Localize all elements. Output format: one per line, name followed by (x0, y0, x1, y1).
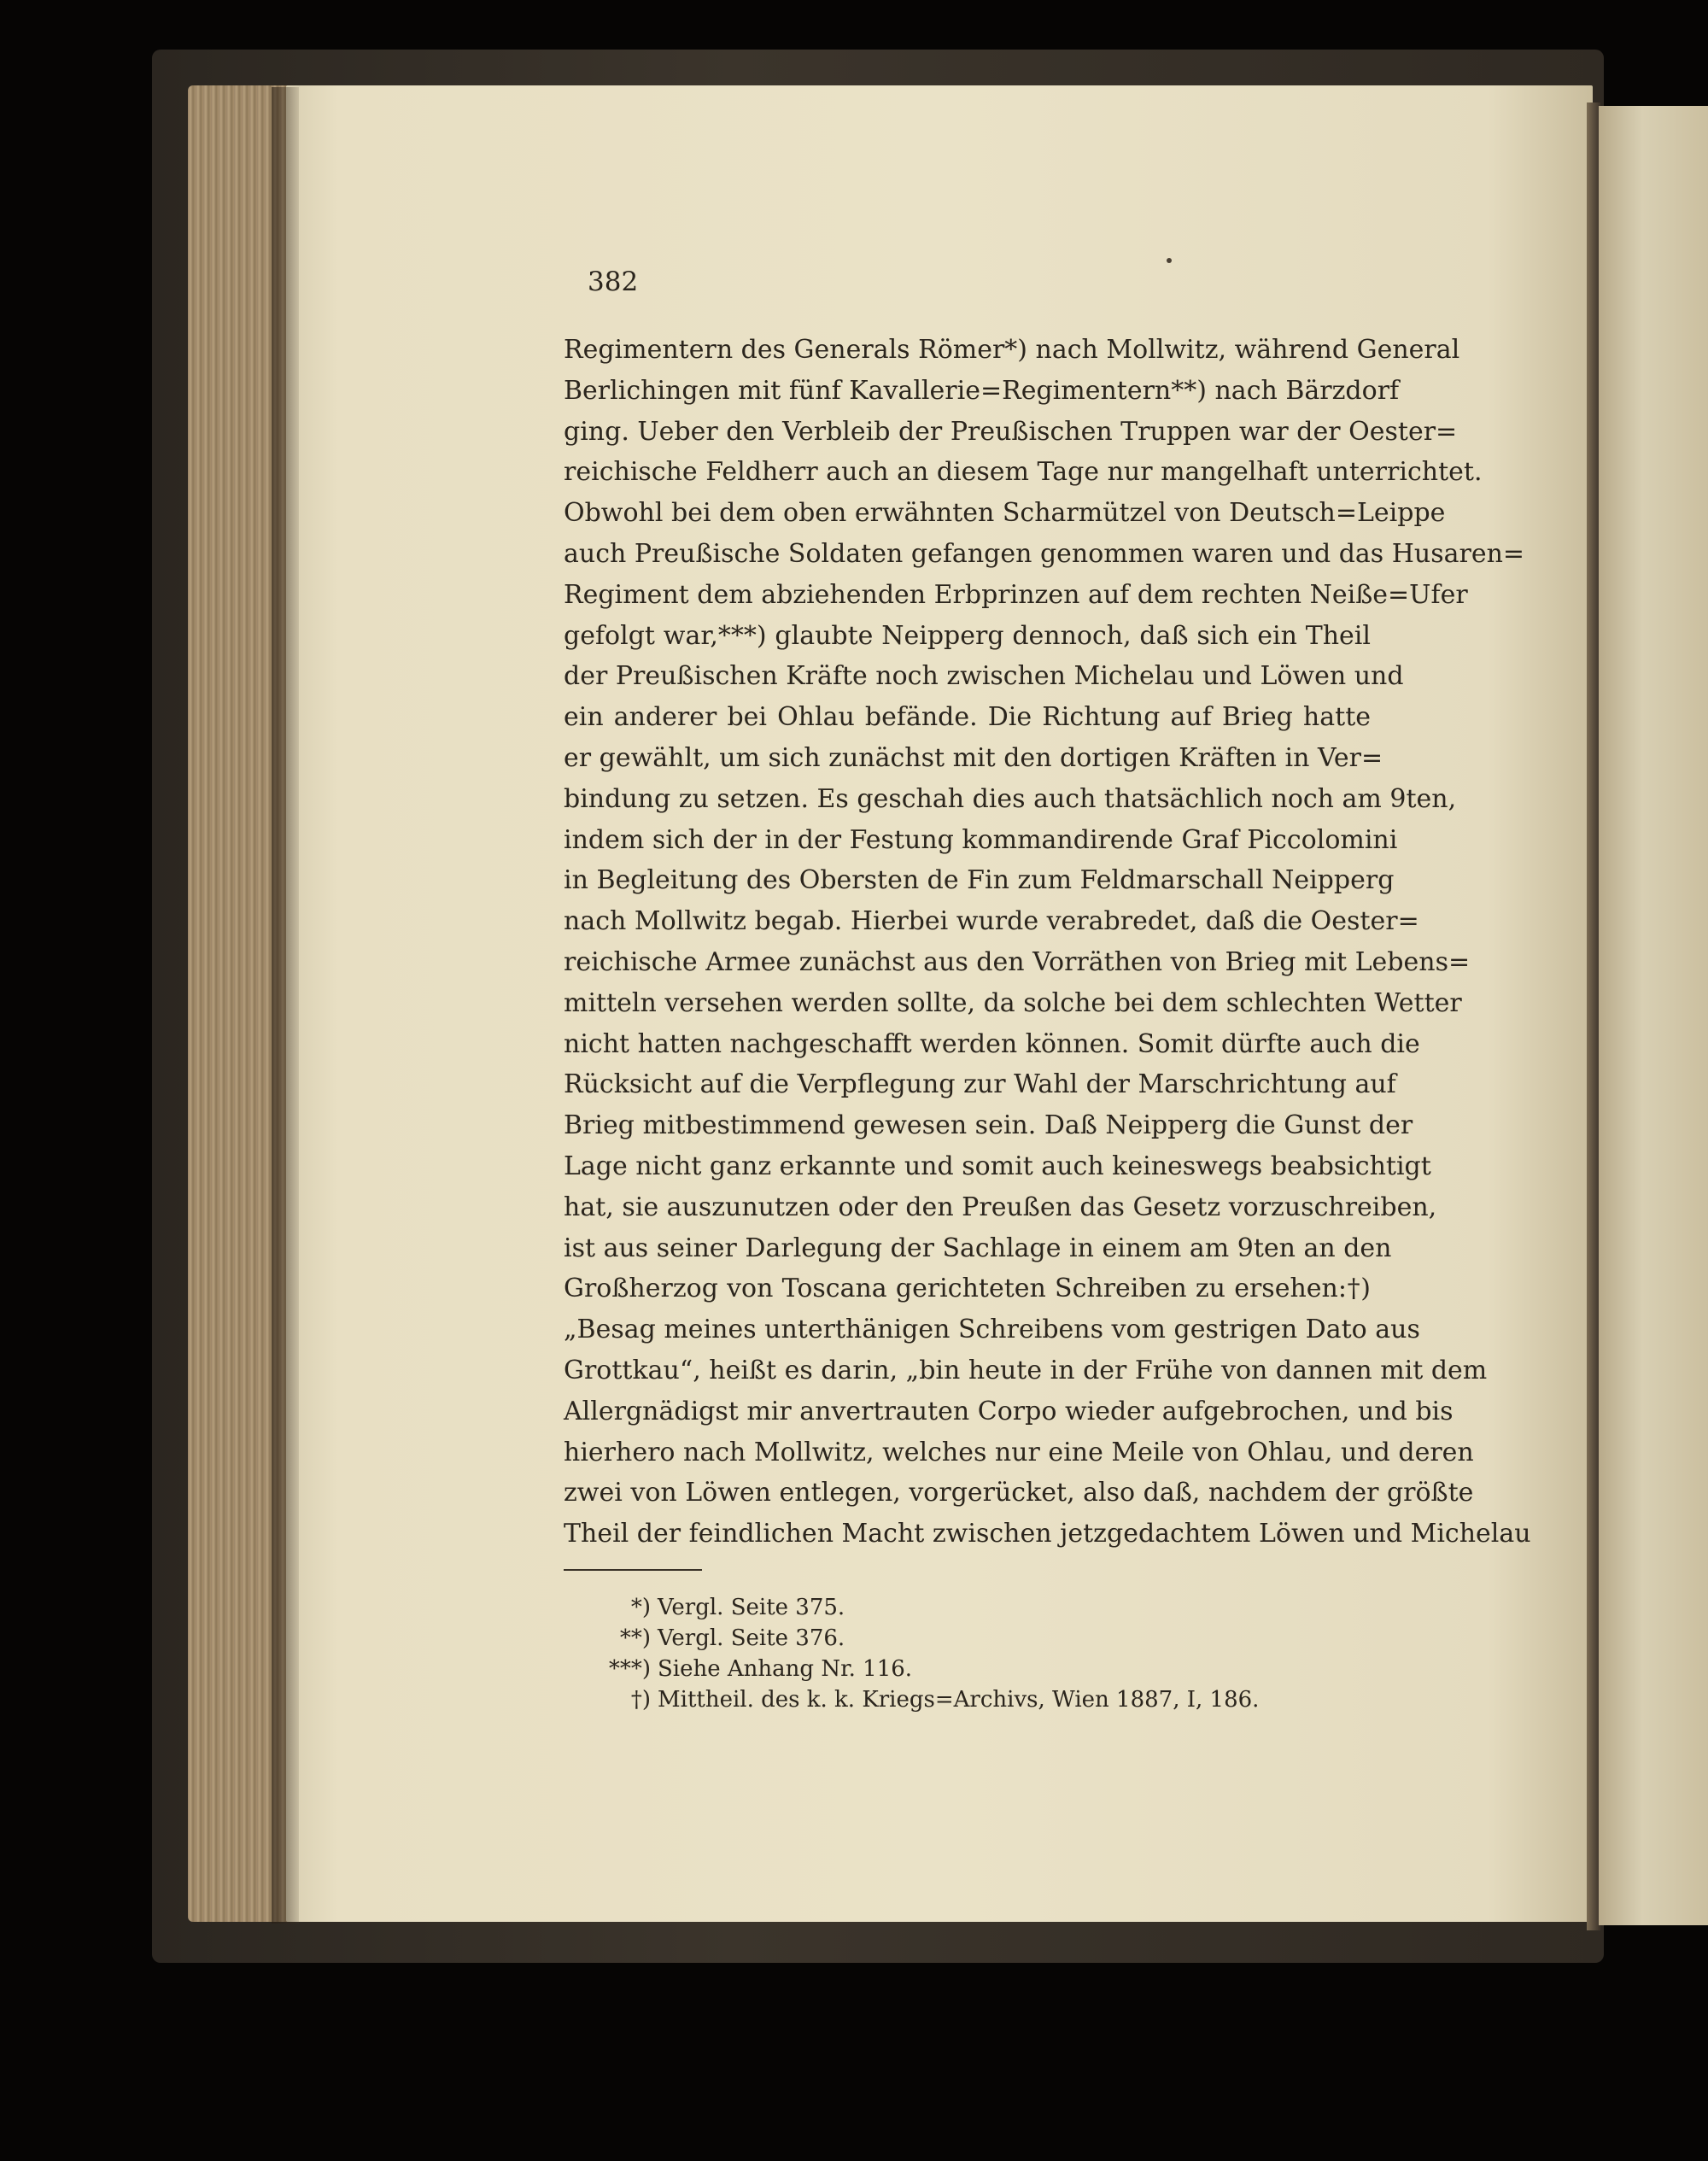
text-line: ein anderer bei Ohlau befände. Die Richtung auf Brieg hatte (564, 702, 1371, 733)
text-line: Berlichingen mit fünf Kavallerie=Regimentern**) nach Bärzdorf (564, 375, 1400, 406)
text-line: reichische Feldherr auch an diesem Tage nur mangelhaft unterrichtet. (564, 457, 1483, 488)
text-line: Lage nicht ganz erkannte und somit auch keineswegs beabsichtigt (564, 1151, 1431, 1181)
text-line: hierhero nach Mollwitz, welches nur eine Meile von Ohlau, und deren (564, 1437, 1474, 1467)
text-line: auch Preußische Soldaten gefangen genommen waren und das Husaren= (564, 538, 1525, 569)
page-shadow (272, 87, 299, 1924)
footnote (598, 1654, 1259, 1684)
text-line: „Besag meines unterthänigen Schreibens vom gestrigen Dato aus (564, 1315, 1420, 1345)
footnote (598, 1623, 1259, 1654)
footnote-text: Vergl. Seite 375. (658, 1595, 845, 1620)
text-line: ging. Ueber den Verbleib der Preußischen Truppen war der Oester= (564, 416, 1458, 447)
paper-speck (1167, 258, 1172, 263)
text-line: indem sich der in der Festung kommandirende Graf Piccolomini (564, 824, 1398, 855)
text-line: Regiment dem abziehenden Erbprinzen auf dem rechten Neiße=Ufer (564, 579, 1468, 610)
text-line: bindung zu setzen. Es geschah dies auch thatsächlich noch am 9ten, (564, 783, 1457, 814)
text-line: Obwohl bei dem oben erwähnten Scharmützel von Deutsch=Leippe (564, 498, 1446, 529)
text-line: in Begleitung des Obersten de Fin zum Feldmarschall Neipperg (564, 865, 1395, 896)
footnote-mark: *) (630, 1595, 651, 1620)
text-line: Regimentern des Generals Römer*) nach Mollwitz, während General (564, 335, 1460, 365)
footnote-divider (564, 1569, 702, 1571)
text-line: zwei von Löwen entlegen, vorgerücket, also daß, nachdem der größte (564, 1478, 1474, 1508)
text-line: nicht hatten nachgeschafft werden können. Somit dürfte auch die (564, 1028, 1420, 1059)
text-line: Rücksicht auf die Verpflegung zur Wahl der Marschrichtung auf (564, 1069, 1396, 1100)
text-line: Brieg mitbestimmend gewesen sein. Daß Neipperg die Gunst der (564, 1110, 1413, 1141)
text-line: Großherzog von Toscana gerichteten Schreiben zu ersehen:†) (564, 1274, 1371, 1304)
text-line: reichische Armee zunächst aus den Vorräthen von Brieg mit Lebens= (564, 946, 1471, 977)
footnote-mark: ***) (608, 1656, 651, 1682)
footnote-text: Siehe Anhang Nr. 116. (658, 1656, 913, 1682)
page-number: 382 (588, 266, 639, 297)
text-line: mitteln versehen werden sollte, da solche bei dem schlechten Wetter (564, 987, 1462, 1018)
body-text (564, 330, 1531, 1555)
footnote (598, 1592, 1259, 1623)
text-line: gefolgt war,***) glaubte Neipperg dennoch, daß sich ein Theil (564, 620, 1371, 651)
text-line: Theil der feindlichen Macht zwischen jetzgedachtem Löwen und Michelau (564, 1519, 1531, 1549)
text-line: Grottkau“, heißt es darin, „bin heute in der Frühe von dannen mit dem (564, 1355, 1488, 1385)
text-line: ist aus seiner Darlegung der Sachlage in einem am 9ten an den (564, 1233, 1392, 1263)
footnote (598, 1684, 1259, 1715)
footnote-mark: †) (630, 1687, 651, 1713)
text-line: der Preußischen Kräfte noch zwischen Michelau und Löwen und (564, 661, 1404, 692)
text-line: Allergnädigst mir anvertrauten Corpo wieder aufgebrochen, und bis (564, 1396, 1454, 1426)
footnotes (598, 1592, 1259, 1715)
facing-page-edge (1599, 106, 1708, 1925)
text-line: hat, sie auszunutzen oder den Preußen das Gesetz vorzuschreiben, (564, 1192, 1437, 1222)
footnote-text: Mittheil. des k. k. Kriegs=Archivs, Wien 1887, I, 186. (658, 1687, 1260, 1713)
text-line: er gewählt, um sich zunächst mit den dortigen Kräften in Ver= (564, 742, 1383, 773)
footnote-text: Vergl. Seite 376. (658, 1625, 845, 1651)
footnote-mark: **) (619, 1625, 651, 1651)
text-line: nach Mollwitz begab. Hierbei wurde verabredet, daß die Oester= (564, 906, 1419, 937)
